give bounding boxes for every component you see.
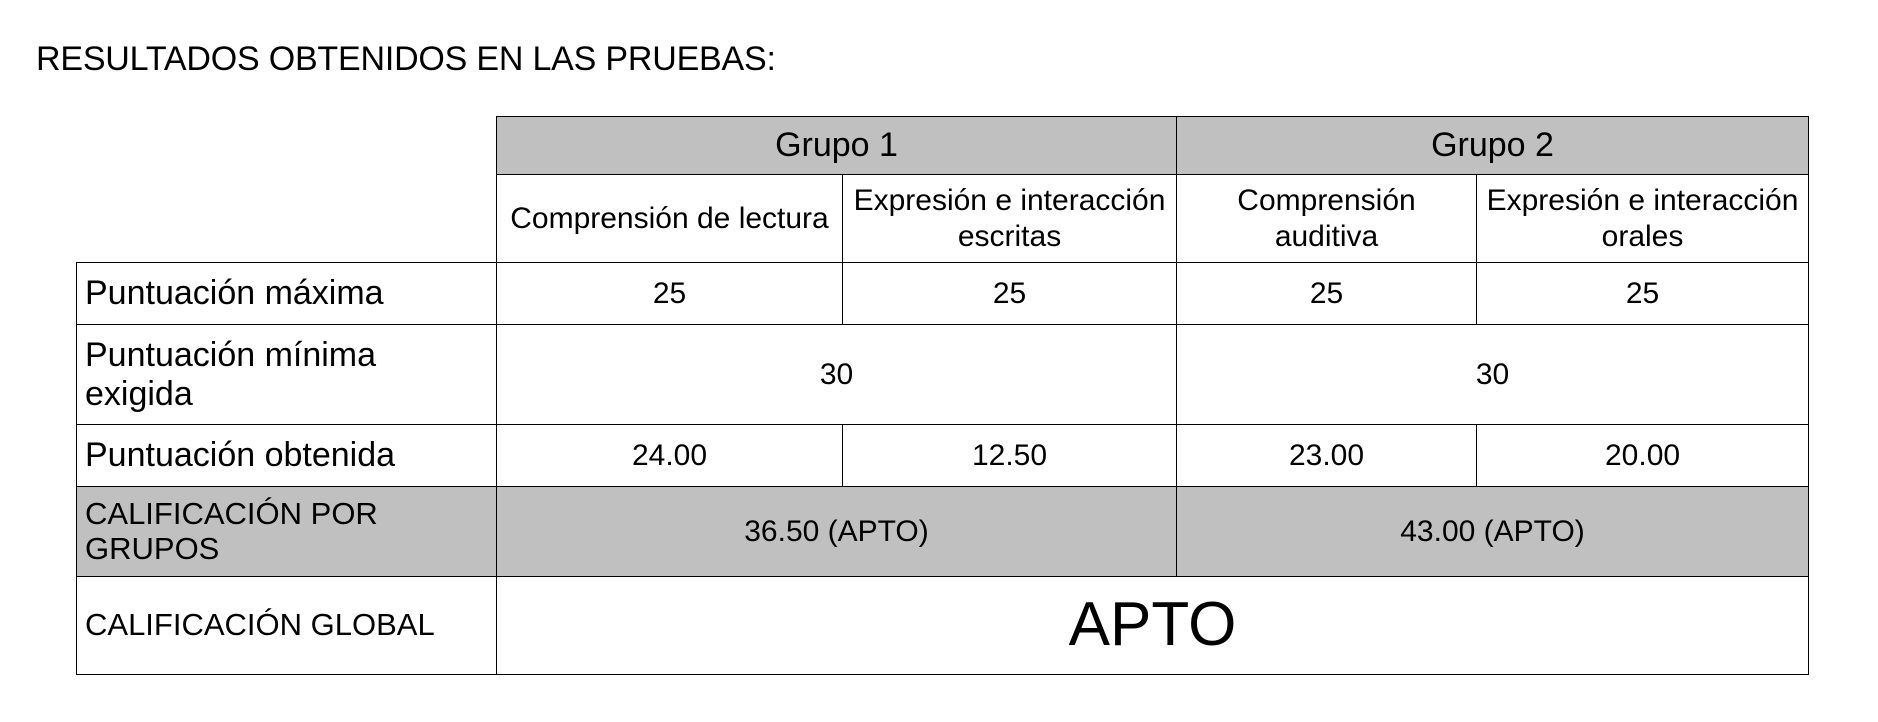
group-1-header: Grupo 1 <box>497 117 1177 175</box>
max-score-value: 25 <box>1177 263 1477 325</box>
page-title: RESULTADOS OBTENIDOS EN LAS PRUEBAS: <box>36 40 776 78</box>
group-header-row <box>77 117 1809 175</box>
global-grade-label: CALIFICACIÓN GLOBAL <box>77 577 497 675</box>
global-grade-row <box>77 577 1809 675</box>
max-score-value: 25 <box>497 263 843 325</box>
min-score-group-1: 30 <box>497 325 1177 425</box>
obtained-score-value: 12.50 <box>843 425 1177 487</box>
group-grade-row <box>77 487 1809 577</box>
obtained-score-value: 20.00 <box>1477 425 1809 487</box>
empty-corner-cell <box>77 175 497 263</box>
max-score-row <box>77 263 1809 325</box>
max-score-value: 25 <box>843 263 1177 325</box>
min-score-group-2: 30 <box>1177 325 1809 425</box>
group-grade-label: CALIFICACIÓN POR GRUPOS <box>77 487 497 577</box>
subheader-writing: Expresión e interacción escritas <box>843 175 1177 263</box>
obtained-score-label: Puntuación obtenida <box>77 425 497 487</box>
obtained-score-value: 23.00 <box>1177 425 1477 487</box>
results-table <box>76 116 1809 675</box>
obtained-score-value: 24.00 <box>497 425 843 487</box>
min-score-row <box>77 325 1809 425</box>
max-score-label: Puntuación máxima <box>77 263 497 325</box>
global-grade-value: APTO <box>497 577 1809 675</box>
obtained-score-row <box>77 425 1809 487</box>
group-grade-1: 36.50 (APTO) <box>497 487 1177 577</box>
empty-corner-cell <box>77 117 497 175</box>
subheader-speaking: Expresión e interacción orales <box>1477 175 1809 263</box>
subheader-listening: Comprensión auditiva <box>1177 175 1477 263</box>
subheader-row <box>77 175 1809 263</box>
subheader-reading: Comprensión de lectura <box>497 175 843 263</box>
group-2-header: Grupo 2 <box>1177 117 1809 175</box>
max-score-value: 25 <box>1477 263 1809 325</box>
group-grade-2: 43.00 (APTO) <box>1177 487 1809 577</box>
min-score-label: Puntuación mínima exigida <box>77 325 497 425</box>
